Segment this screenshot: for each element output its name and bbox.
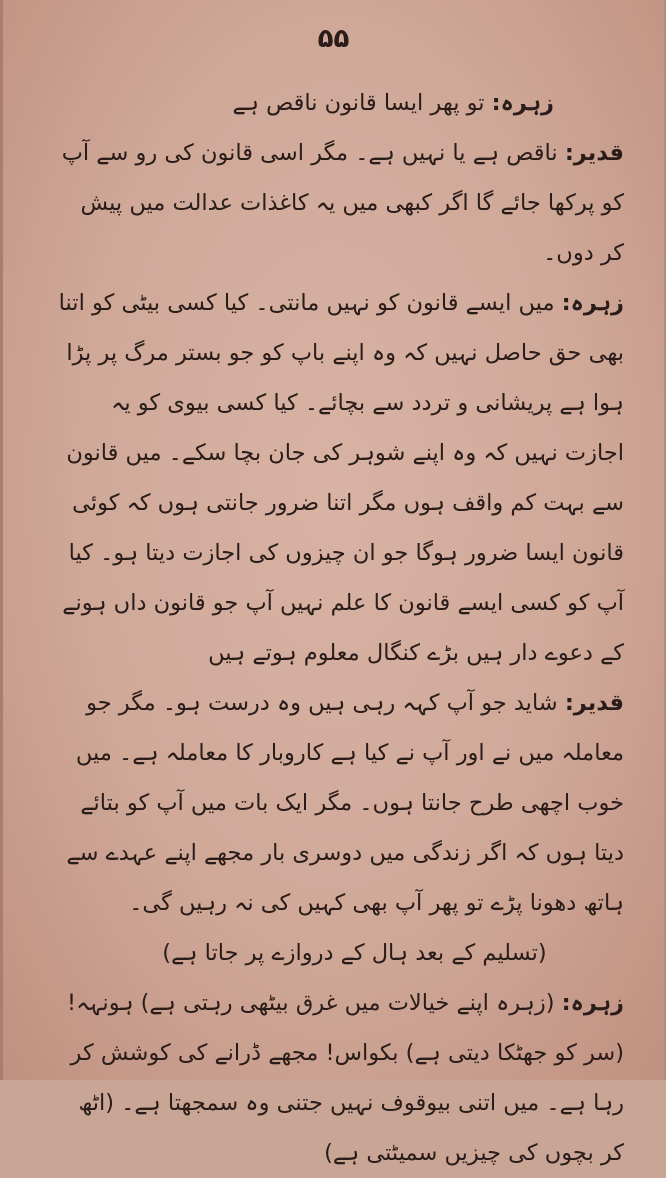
speaker-name: قدیر:	[564, 140, 624, 166]
speech-zohra-1	[55, 78, 624, 128]
speech-qadeer-2	[55, 678, 624, 928]
speech-zohra-3	[55, 978, 624, 1178]
speech-text: تو پھر ایسا قانون ناقص ہے	[232, 90, 485, 116]
speaker-name: قدیر:	[564, 690, 624, 716]
page-number: ۵۵	[317, 24, 350, 54]
stage-direction: (تسلیم کے بعد ہال کے دروازے پر جاتا ہے)	[162, 940, 547, 966]
speaker-name: زہرہ:	[491, 90, 554, 116]
speaker-name: زہرہ:	[561, 290, 624, 316]
speech-text: ناقص ہے یا نہیں ہے۔ مگر اسی قانون کی رو سے آپ کو پرکھا جائے گا اگر کبھی میں یہ کاغذات عدالت میں پیش کر دوں۔	[61, 140, 624, 266]
speech-zohra-2	[55, 278, 624, 678]
dialogue-text	[55, 78, 624, 1178]
speech-qadeer-1	[55, 128, 624, 278]
speech-text: میں ایسے قانون کو نہیں مانتی۔ کیا کسی بیٹی کو اتنا بھی حق حاصل نہیں کہ وہ اپنے باپ کو جو بستر مرگ پر پڑا ہوا ہے پریشانی و تردد سے بچائے۔ کیا کسی بیوی کو یہ اجازت نہیں کہ وہ اپنے شوہر کی جان بچا سکے۔ میں قانون سے بہت کم واقف ہوں مگر اتنا ضرور جانتی ہوں کہ کوئی قانون ایسا ضرور ہوگا جو ان چیزوں کی اجازت دیتا ہو۔ کیا آپ کو کسی ایسے قانون کا علم نہیں آپ جو قانون داں ہونے کے دعوے دار ہیں بڑے کنگال معلوم ہوتے ہیں	[58, 290, 624, 666]
speaker-name: زہرہ:	[561, 990, 624, 1016]
speech-text: (زہرہ اپنے خیالات میں غرق بیٹھی رہتی ہے) ہونہہ! (سر کو جھٹکا دیتی ہے) بکواس! مجھے ڈرانے کی کوشش کر رہا ہے۔ میں اتنی بیوقوف نہیں جتنی وہ سمجھتا ہے۔ (اٹھ کر بچوں کی چیزیں سمیٹتی ہے)	[67, 990, 624, 1166]
speech-text: شاید جو آپ کہہ رہی ہیں وہ درست ہو۔ مگر جو معاملہ میں نے اور آپ نے کیا ہے کاروبار کا معاملہ ہے۔ میں خوب اچھی طرح جانتا ہوں۔ مگر ایک بات میں آپ کو بتائے دیتا ہوں کہ اگر زندگی میں دوسری بار مجھے اپنے عہدے سے ہاتھ دھونا پڑے تو پھر آپ بھی کہیں کی نہ رہیں گی۔	[66, 690, 624, 916]
